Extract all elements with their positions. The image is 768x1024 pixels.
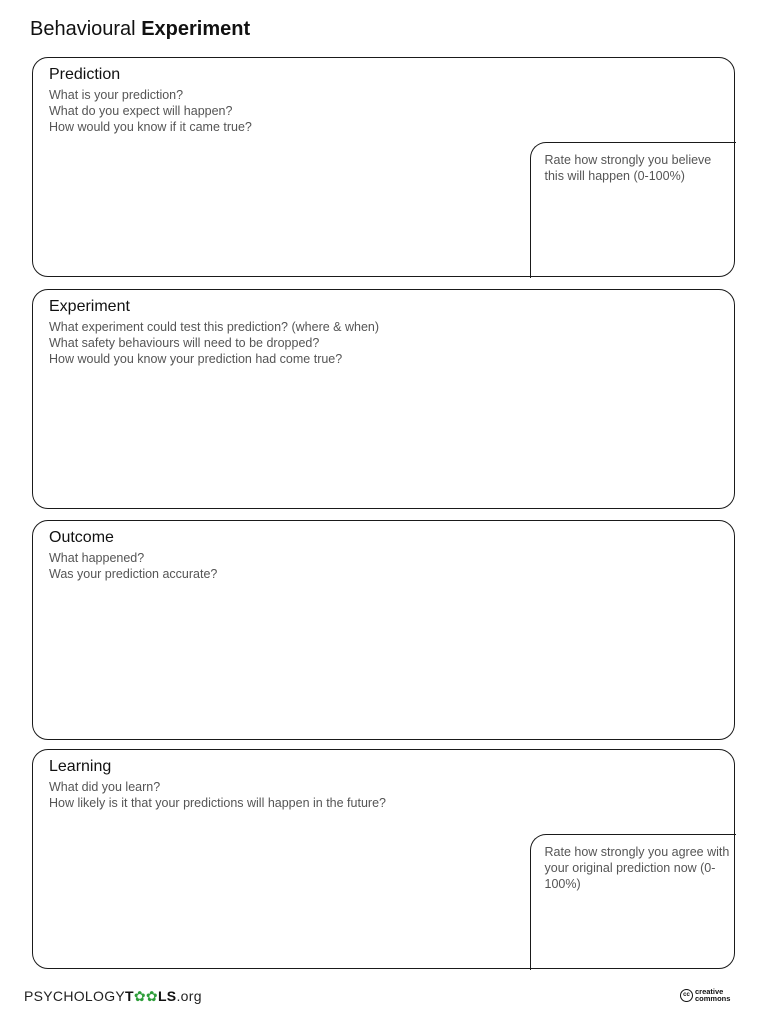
cc-line-1: creative bbox=[695, 987, 724, 996]
prediction-box[interactable] bbox=[32, 57, 735, 277]
cc-icon: cc bbox=[680, 989, 693, 1002]
experiment-heading: Experiment bbox=[49, 298, 130, 315]
learning-heading: Learning bbox=[49, 758, 112, 775]
psychologytools-logo[interactable] bbox=[24, 988, 202, 1005]
prompt-text: How would you know if it came true? bbox=[49, 120, 252, 134]
prompt-text: How likely is it that your predictions will happen in the future? bbox=[49, 796, 386, 810]
prediction-prompts bbox=[49, 87, 252, 135]
title-bold: Experiment bbox=[141, 18, 251, 40]
prompt-text: What do you expect will happen? bbox=[49, 104, 233, 118]
page-title bbox=[30, 18, 250, 41]
prompt-text: What happened? bbox=[49, 551, 145, 565]
outcome-heading: Outcome bbox=[49, 529, 114, 546]
learning-prompts bbox=[49, 779, 386, 811]
experiment-box[interactable] bbox=[32, 289, 735, 509]
cc-line-2: commons bbox=[695, 994, 731, 1003]
prediction-heading: Prediction bbox=[49, 66, 121, 83]
outcome-box[interactable] bbox=[32, 520, 735, 740]
prompt-text: How would you know your prediction had come true? bbox=[49, 352, 343, 366]
gear-icon: ✿ bbox=[145, 988, 158, 1004]
brand-ls: LS bbox=[157, 988, 177, 1004]
gear-icon: ✿ bbox=[133, 988, 146, 1004]
prompt-text: What safety behaviours will need to be dropped? bbox=[49, 336, 320, 350]
title-regular: Behavioural bbox=[30, 18, 142, 40]
brand-suffix: .org bbox=[176, 988, 202, 1004]
prediction-rating-box[interactable] bbox=[530, 142, 736, 278]
prompt-text: What did you learn? bbox=[49, 780, 161, 794]
outcome-prompts bbox=[49, 550, 217, 582]
prompt-text: What is your prediction? bbox=[49, 88, 184, 102]
learning-rating-box[interactable] bbox=[530, 834, 736, 970]
creative-commons-logo[interactable] bbox=[680, 988, 730, 1002]
learning-rating-label: Rate how strongly you agree with your original prediction now (0-100%) bbox=[544, 844, 730, 891]
experiment-prompts bbox=[49, 319, 379, 367]
cc-text bbox=[695, 988, 730, 1002]
prediction-rating-label: Rate how strongly you believe this will happen (0-100%) bbox=[544, 152, 712, 183]
brand-t: T bbox=[125, 988, 134, 1004]
brand-prefix: PSYCHOLOGY bbox=[24, 988, 126, 1004]
prompt-text: What experiment could test this prediction? (where & when) bbox=[49, 320, 380, 334]
learning-box[interactable] bbox=[32, 749, 735, 969]
prompt-text: Was your prediction accurate? bbox=[49, 567, 218, 581]
